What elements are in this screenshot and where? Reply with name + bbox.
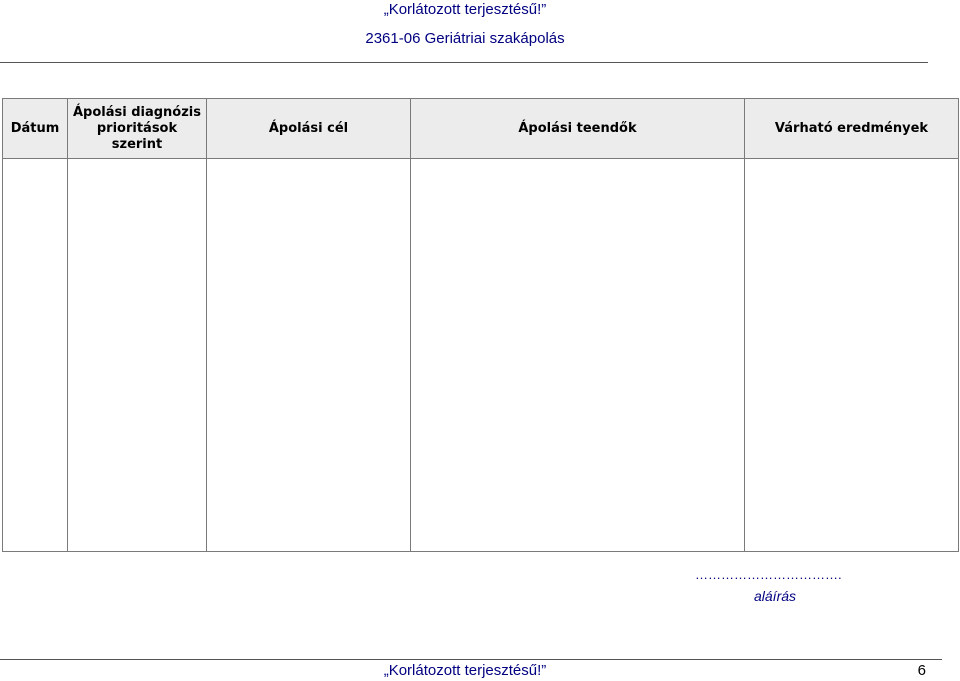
header-divider: [0, 62, 928, 63]
cell-nursing-tasks[interactable]: [411, 159, 745, 552]
header-document-title: 2361-06 Geriátriai szakápolás: [365, 30, 565, 47]
signature-line: …………………………….: [695, 567, 842, 582]
footer-divider: [0, 659, 942, 660]
nursing-plan-table: [2, 98, 959, 552]
column-header-expected-results: Várható eredmények: [745, 99, 959, 159]
column-header-nursing-goal: Ápolási cél: [207, 99, 411, 159]
cell-date[interactable]: [3, 159, 68, 552]
signature-label: aláírás: [754, 588, 797, 604]
column-header-nursing-diagnosis: Ápolási diagnózis prioritások szerint: [68, 99, 207, 159]
column-header-nursing-tasks: Ápolási teendők: [411, 99, 745, 159]
cell-nursing-goal[interactable]: [207, 159, 411, 552]
cell-nursing-diagnosis[interactable]: [68, 159, 207, 552]
cell-expected-results[interactable]: [745, 159, 959, 552]
table-row: [3, 159, 959, 552]
page-number: 6: [917, 662, 926, 679]
header-restricted-notice: „Korlátozott terjesztésű!”: [383, 1, 547, 18]
table-header-row: [3, 99, 959, 159]
footer-restricted-notice: „Korlátozott terjesztésű!”: [383, 662, 547, 679]
column-header-date: Dátum: [3, 99, 68, 159]
